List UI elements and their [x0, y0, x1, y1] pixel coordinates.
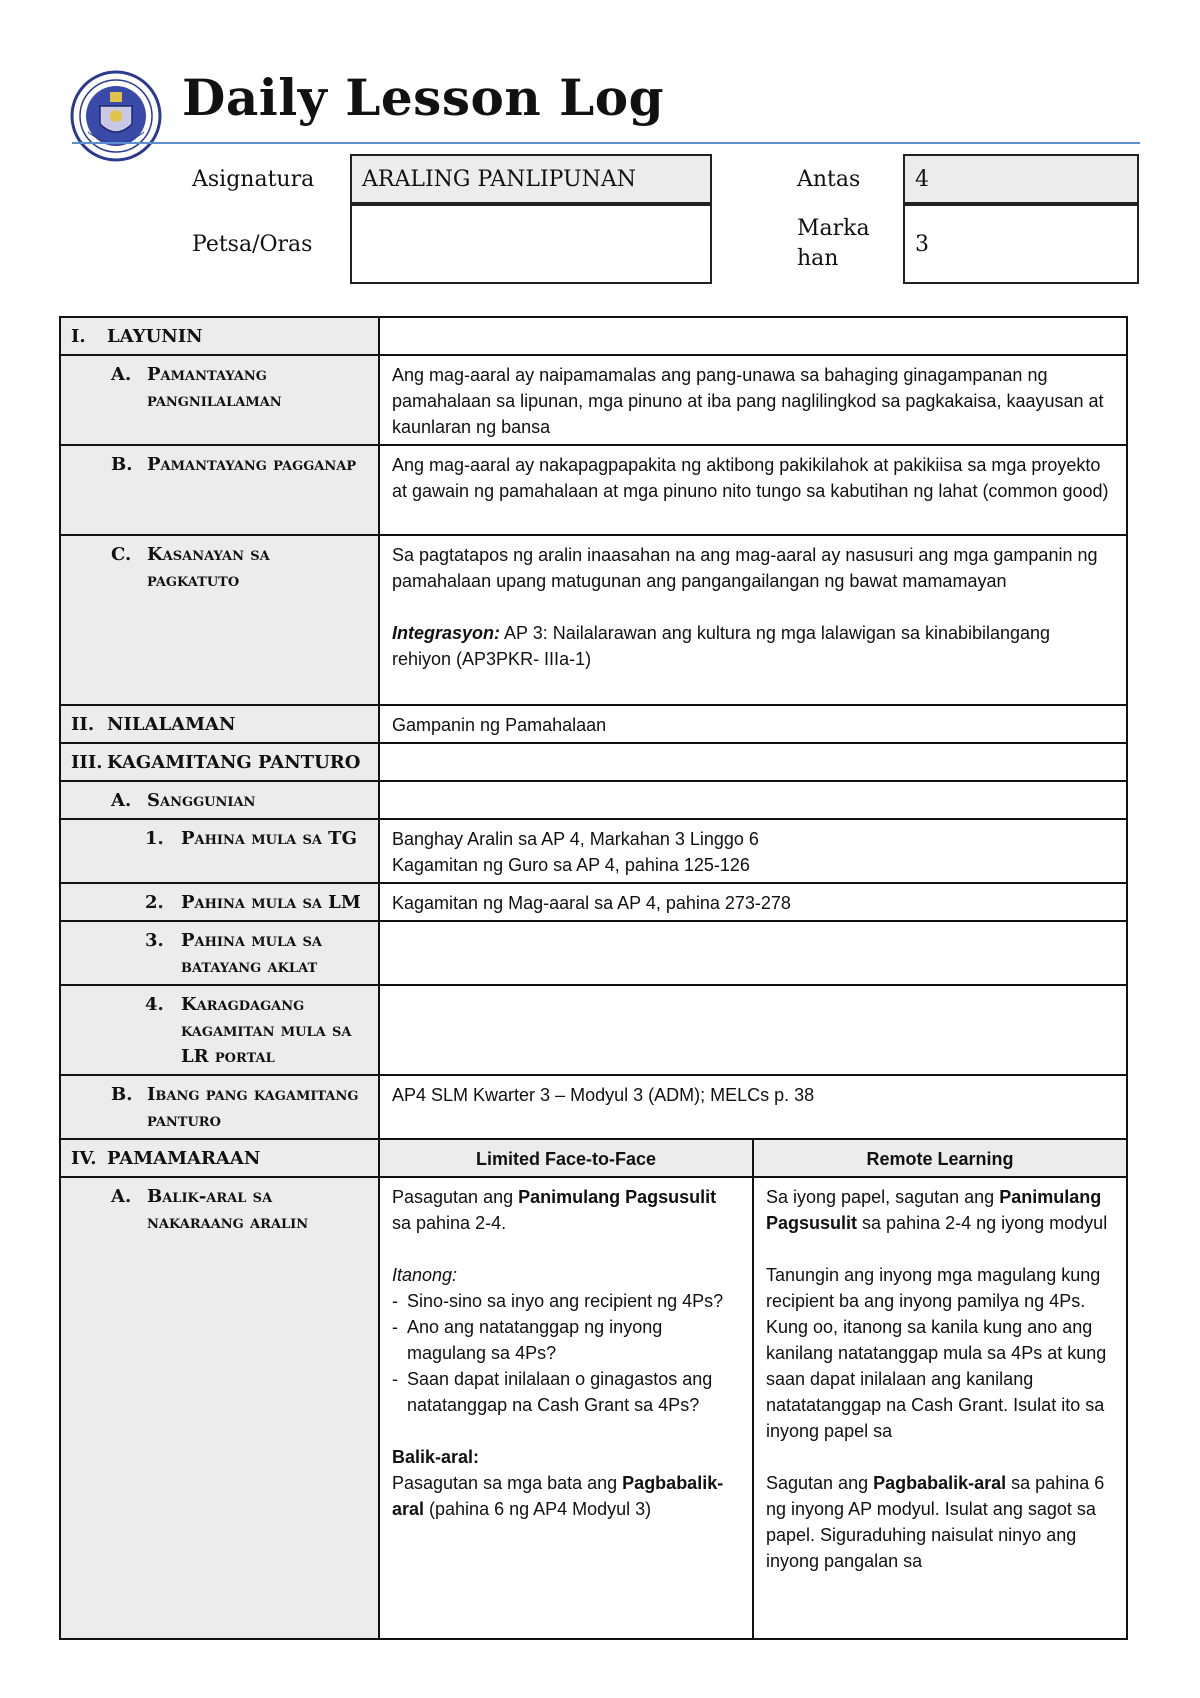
title-underline — [72, 142, 1140, 144]
table-row — [60, 705, 1127, 743]
nilalaman-header: II. NILALAMAN — [60, 705, 379, 743]
balik-aral-remote-cell[interactable]: Sa iyong papel, sagutan ang Panimulang Pagsusulit sa pahina 2-4 ng iyong modyul Tanungin ang inyong mga magulang kung recipient ba ang inyong pamilya ng 4Ps. Kung oo, itanong sa kanila kung ano ang kanilang natatanggap mula sa 4Ps at kung saan dapat inilalaan ang kanilang natatatanggap na Cash Grant. Isulat ito sa inyong papel sa Sagutan ang Pagbabalik-aral sa pahina 6 ng inyong AP modyul. Isulat ang sagot sa papel. Siguraduhing naisulat ninyo ang inyong pangalan sa — [753, 1177, 1127, 1639]
lr-portal-text[interactable] — [379, 985, 1127, 1075]
integrasyon-text: AP 3: Nailalarawan ang kultura ng mga lalawigan sa kinabibilangang rehiyon (AP3PKR- IIIa-1) — [392, 623, 1051, 669]
table-row — [60, 1075, 1127, 1139]
pamantayang-pangnilalaman-label: A. Pamantayang pangnilalaman — [60, 355, 379, 445]
pahina-tg-label: 1. Pahina mula sa TG — [60, 819, 379, 883]
kasanayan-text[interactable]: Sa pagtatapos ng aralin inaasahan na ang mag-aaral ay nasusuri ang mga gampanin ng pamahalaan upang matugunan ang pangangailangan ng bawat mamamayan Integrasyon: AP 3: Nailalarawan ang kultura ng mga lalawigan sa kinabibilangang rehiyon (AP3PKR- IIIa-1) — [379, 535, 1127, 705]
petsa-oras-label: Petsa/Oras — [192, 232, 313, 257]
remote-learning-column-header: Remote Learning — [753, 1139, 1127, 1177]
deped-seal-icon — [70, 70, 162, 162]
batayang-aklat-label: 3. Pahina mula sa batayang aklat — [60, 921, 379, 985]
pahina-tg-text[interactable]: Banghay Aralin sa AP 4, Markahan 3 Linggo 6 Kagamitan ng Guro sa AP 4, pahina 125-126 — [379, 819, 1127, 883]
balik-aral-f2f-cell[interactable]: Pasagutan ang Panimulang Pagsusulit sa pahina 2-4. Itanong: - Sino-sino sa inyo ang recipient ng 4Ps? - Ano ang natatanggap ng inyong magulang sa 4Ps? - Saan dapat inilalaan o ginagastos ang natatanggap na Cash Grant sa 4Ps? Balik-aral: Pasagutan sa mga bata ang Pagbabalik-aral (pahina 6 ng AP4 Modyul 3) — [379, 1177, 753, 1639]
nilalaman-text[interactable]: Gampanin ng Pamahalaan — [379, 705, 1127, 743]
pamantayang-pagganap-label: B. Pamantayang pagganap — [60, 445, 379, 535]
table-row — [60, 883, 1127, 921]
table-row — [60, 1177, 1127, 1639]
layunin-header: I. LAYUNIN — [60, 317, 379, 355]
asignatura-field[interactable]: ARALING PANLIPUNAN — [350, 154, 712, 204]
table-row — [60, 743, 1127, 781]
antas-label: Antas — [797, 167, 861, 192]
markahan-label: Marka han — [797, 216, 870, 271]
table-row — [60, 781, 1127, 819]
limited-f2f-column-header: Limited Face-to-Face — [379, 1139, 753, 1177]
pamamaraan-header: IV. PAMAMARAAN — [60, 1139, 379, 1177]
kagamitan-value[interactable] — [379, 743, 1127, 781]
antas-field[interactable]: 4 — [903, 154, 1139, 204]
table-row — [60, 1139, 1127, 1177]
ibang-kagamitan-text[interactable]: AP4 SLM Kwarter 3 – Modyul 3 (ADM); MELCs p. 38 — [379, 1075, 1127, 1139]
pamantayang-pagganap-text[interactable]: Ang mag-aaral ay nakapagpapakita ng aktibong pakikilahok at pakikiisa sa mga proyekto at gawain ng pamahalaan at mga pinuno nito tungo sa kabutihan ng lahat (common good) — [379, 445, 1127, 535]
table-row — [60, 819, 1127, 883]
pahina-lm-text[interactable]: Kagamitan ng Mag-aaral sa AP 4, pahina 273-278 — [379, 883, 1127, 921]
integrasyon-label: Integrasyon: — [392, 623, 501, 643]
lr-portal-label: 4. Karagdagang kagamitan mula sa LR portal — [60, 985, 379, 1075]
pamantayang-pangnilalaman-text[interactable]: Ang mag-aaral ay naipamamalas ang pang-unawa sa bahaging ginagampanan ng pamahalaan sa lipunan, mga pinuno at iba pang naglilingkod sa pagkakaisa, kaayusan at kaunlaran ng bansa — [379, 355, 1127, 445]
petsa-oras-field[interactable] — [350, 204, 712, 284]
page-title: Daily Lesson Log — [182, 68, 665, 127]
lesson-log-table — [59, 316, 1128, 1640]
batayang-aklat-text[interactable] — [379, 921, 1127, 985]
pahina-lm-label: 2. Pahina mula sa LM — [60, 883, 379, 921]
balik-aral-label: A. Balik-aral sa nakaraang aralin — [60, 1177, 379, 1639]
markahan-field[interactable]: 3 — [903, 204, 1139, 284]
sanggunian-value[interactable] — [379, 781, 1127, 819]
table-row — [60, 445, 1127, 535]
asignatura-label: Asignatura — [192, 167, 315, 192]
kagamitan-header: III. KAGAMITANG PANTURO — [60, 743, 379, 781]
table-row — [60, 985, 1127, 1075]
table-row — [60, 355, 1127, 445]
kasanayan-label: C. Kasanayan sa pagkatuto — [60, 535, 379, 705]
sanggunian-label: A. Sanggunian — [60, 781, 379, 819]
table-row — [60, 535, 1127, 705]
table-row — [60, 921, 1127, 985]
table-row — [60, 317, 1127, 355]
ibang-kagamitan-label: B. Ibang pang kagamitang panturo — [60, 1075, 379, 1139]
layunin-value[interactable] — [379, 317, 1127, 355]
